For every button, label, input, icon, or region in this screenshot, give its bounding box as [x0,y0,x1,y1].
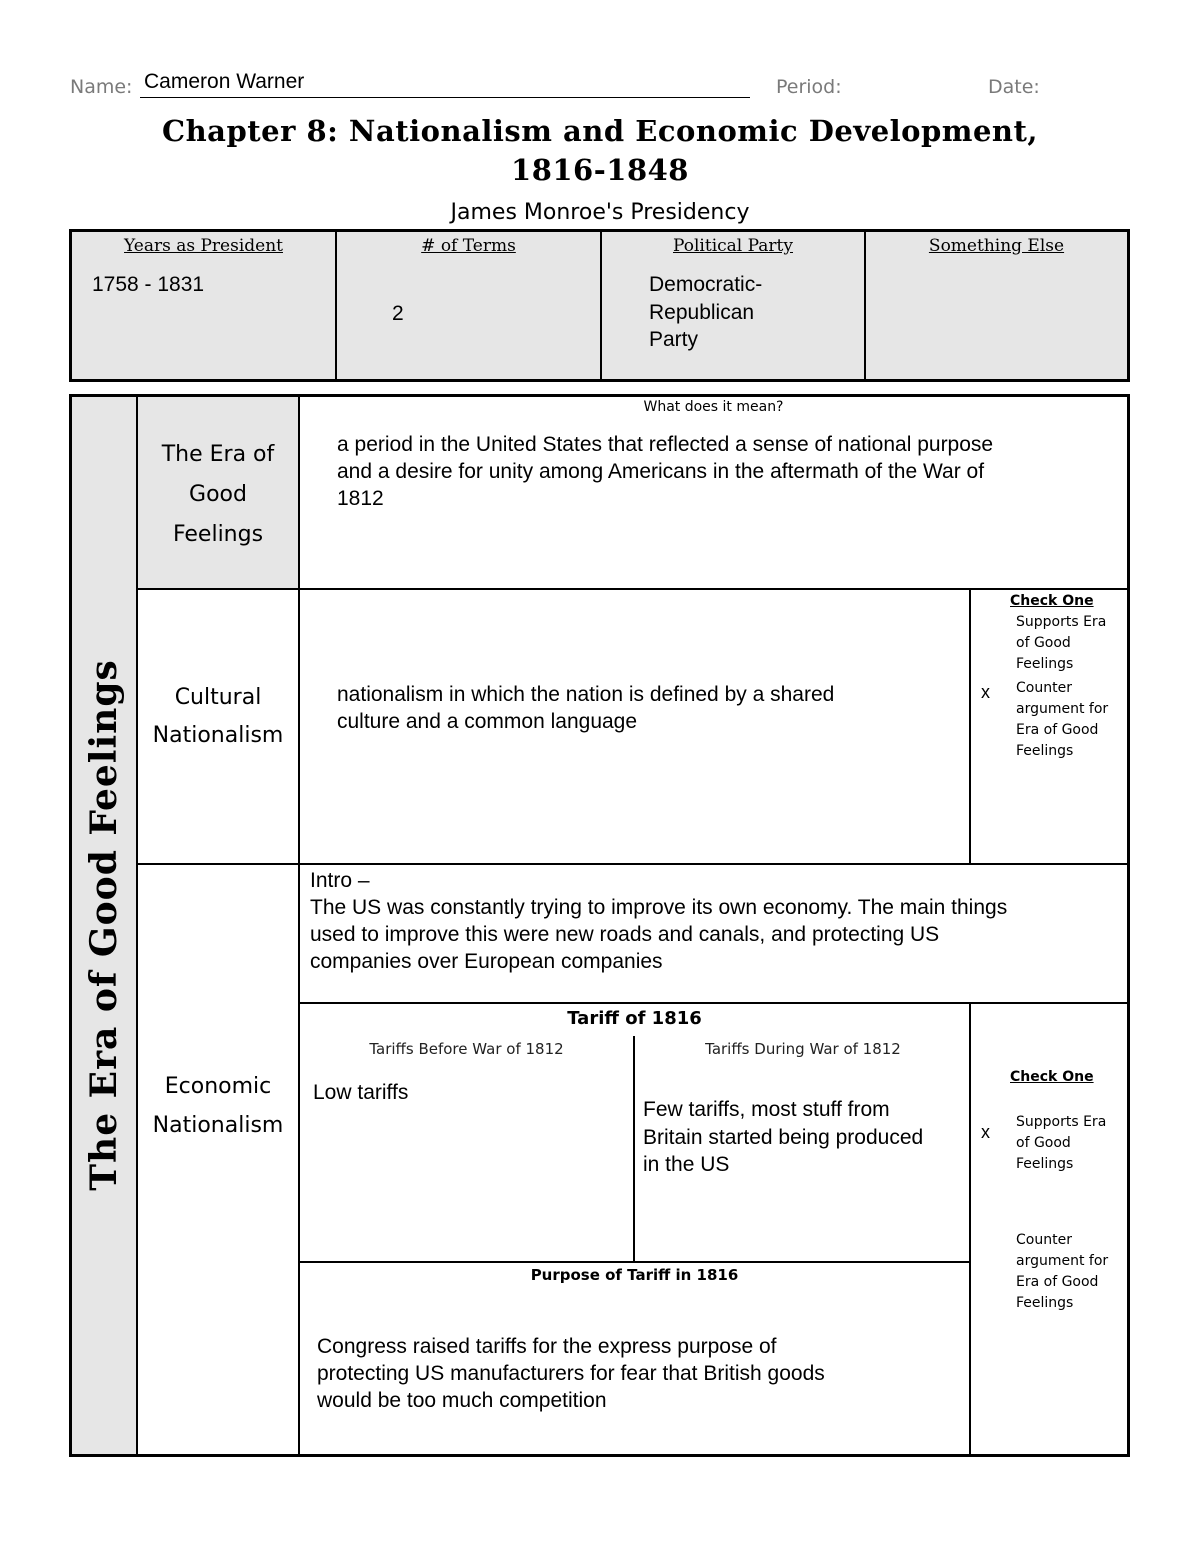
economic-label-line-2: Nationalism [152,1113,284,1138]
party-cell [602,232,866,379]
cultural-option-counter-line-2: argument for [1016,701,1109,717]
economic-option-counter-line-4: Feelings [1016,1295,1074,1311]
name-value[interactable]: Cameron Warner [144,70,305,93]
date-label: Date: [988,76,1040,98]
era-answer-cell[interactable] [300,397,1127,590]
era-label-line-3: Feelings [172,522,264,547]
tariff-during-header: Tariffs During War of 1812 [705,1040,901,1058]
economic-check-mark[interactable]: x [981,1122,990,1142]
cultural-label-line-1: Cultural [174,685,262,710]
terms-cell [337,232,602,379]
page-title-line2: 1816-1848 [511,153,689,187]
something-else-header: Something Else [928,236,1065,256]
cultural-check-mark[interactable]: x [981,682,990,702]
tariff-during-line-1[interactable]: Few tariffs, most stuff from [643,1098,890,1121]
economic-option-counter-line-2: argument for [1016,1253,1109,1269]
years-header: Years as President [124,236,283,256]
section-title-vertical: The Era of Good Feelings [83,659,125,1191]
economic-intro-line-1[interactable]: The US was constantly trying to improve its own economy. The main things [310,896,1008,919]
era-label-line-1: The Era of [161,442,275,467]
cultural-option-supports[interactable] [1016,612,1106,675]
presidency-table [69,229,1130,382]
economic-option-counter-line-1: Counter [1016,1232,1072,1248]
purpose-title: Purpose of Tariff in 1816 [530,1266,739,1284]
economic-option-supports[interactable] [1016,1112,1106,1175]
economic-label-line-1: Economic [164,1074,272,1099]
cultural-check-header: Check One [1010,593,1094,609]
cultural-option-counter-line-3: Era of Good [1016,722,1099,738]
cultural-label-cell [138,590,300,865]
cultural-label-line-2: Nationalism [152,723,284,748]
economic-intro-line-2[interactable]: used to improve this were new roads and canals, and protecting US [310,923,940,946]
era-question: What does it mean? [643,399,784,415]
tariff-during-line-2[interactable]: Britain started being produced [643,1126,924,1149]
tariff-title: Tariff of 1816 [567,1008,702,1029]
economic-option-supports-line-3: Feelings [1016,1156,1074,1172]
cultural-answer-line-2[interactable]: culture and a common language [337,710,638,733]
page-subtitle: James Monroe's Presidency [450,200,750,225]
era-answer-line-1[interactable]: a period in the United States that reflected a sense of national purpose [337,433,994,456]
era-answer-line-3[interactable]: 1812 [337,487,384,510]
economic-option-supports-line-1: Supports Era [1016,1114,1107,1130]
cultural-option-supports-line-1: Supports Era [1016,614,1107,630]
cultural-option-counter-line-4: Feelings [1016,743,1074,759]
page-title-line1: Chapter 8: Nationalism and Economic Development, [162,114,1038,148]
tariff-divider [633,1036,635,1261]
cultural-check-cell [971,590,1127,865]
party-header: Political Party [673,236,793,256]
party-line-3[interactable]: Party [649,328,699,351]
purpose-line-1[interactable]: Congress raised tariffs for the express purpose of [317,1335,777,1358]
cultural-option-counter-line-1: Counter [1016,680,1072,696]
era-label-line-2: Good [189,482,247,507]
cultural-option-supports-line-3: Feelings [1016,656,1074,672]
tariff-before-text[interactable]: Low tariffs [313,1081,409,1104]
name-underline [140,97,750,98]
years-value[interactable]: 1758 - 1831 [92,273,205,296]
party-line-2[interactable]: Republican [649,301,755,324]
tariff-cell [300,1004,971,1263]
terms-value[interactable]: 2 [392,302,404,325]
economic-check-header: Check One [1010,1069,1094,1085]
terms-header: # of Terms [421,236,516,256]
purpose-line-2[interactable]: protecting US manufacturers for fear that British goods [317,1362,825,1385]
cultural-option-supports-line-2: of Good [1016,635,1071,651]
period-label: Period: [776,76,842,98]
name-label: Name: [70,76,133,98]
purpose-line-3[interactable]: would be too much competition [317,1389,607,1412]
years-cell [72,232,337,379]
economic-check-cell [971,1004,1127,1454]
economic-intro-label: Intro – [310,869,370,892]
purpose-cell[interactable] [300,1263,971,1454]
party-line-1[interactable]: Democratic- [649,273,763,296]
cultural-answer-cell[interactable] [300,590,971,865]
economic-intro-cell[interactable] [300,865,1127,1004]
cultural-option-counter[interactable] [1016,678,1108,762]
tariff-during-line-3[interactable]: in the US [643,1153,730,1176]
economic-option-supports-line-2: of Good [1016,1135,1071,1151]
era-label-cell [138,397,300,590]
something-else-cell[interactable] [866,232,1127,379]
tariff-before-header: Tariffs Before War of 1812 [369,1040,564,1058]
economic-intro-line-3[interactable]: companies over European companies [310,950,663,973]
era-answer-line-2[interactable]: and a desire for unity among Americans in the aftermath of the War of [337,460,985,483]
economic-option-counter[interactable] [1016,1230,1108,1314]
economic-label-cell [138,865,300,1454]
economic-option-counter-line-3: Era of Good [1016,1274,1099,1290]
cultural-answer-line-1[interactable]: nationalism in which the nation is defined by a shared [337,683,835,706]
